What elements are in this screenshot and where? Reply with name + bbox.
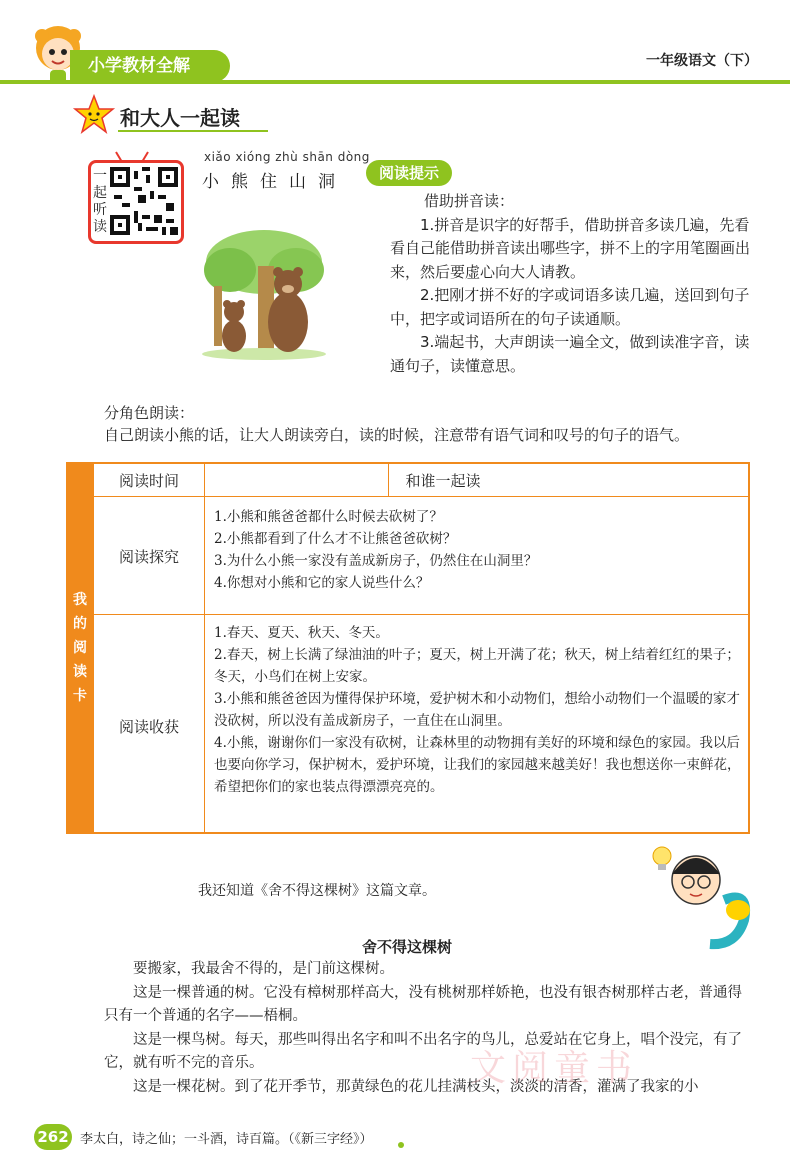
card-row-divider xyxy=(94,496,750,497)
section-title: 和大人一起读 xyxy=(120,106,240,130)
explore-item: 1.小熊和熊爸爸都什么时候去砍树了？ xyxy=(214,509,443,525)
tips-item: 3.端起书，大声朗读一遍全文，做到读准字音，读通句子，读懂意思。 xyxy=(390,333,750,375)
reading-tips xyxy=(390,190,760,378)
qr-code-icon[interactable] xyxy=(110,167,178,235)
footer-dot xyxy=(398,1142,404,1148)
star-icon xyxy=(72,94,116,134)
article-body xyxy=(104,958,756,1099)
tips-item: 1.拼音是识字的好帮手，借助拼音多读几遍，先看看自己能借助拼音读出哪些字，拼不上的字用笔圈画出来，然后要虚心向大人请教。 xyxy=(390,215,751,281)
series-title: 小学教材全解 xyxy=(70,50,230,82)
tips-item: 2.把刚才拼不好的字或词语多读几遍，送回到句子中，把字或词语所在的句子读通顺。 xyxy=(390,286,750,328)
watermark: 文阅童书 xyxy=(470,1048,639,1089)
qr-label: 一起听读 xyxy=(93,168,107,235)
footer-quote: 李太白，诗之仙；一斗酒，诗百篇。（《新三字经》） xyxy=(80,1132,373,1147)
page-number: 262 xyxy=(34,1124,72,1150)
story-pinyin: xiǎo xióng zhù shān dòng xyxy=(204,150,370,164)
harvest-label: 阅读收获 xyxy=(118,718,179,736)
section-underline xyxy=(118,130,268,132)
also-know-text: 我还知道《舍不得这棵树》这篇文章。 xyxy=(198,883,436,899)
tips-intro: 借助拼音读： xyxy=(424,192,515,210)
card-col-divider xyxy=(204,462,205,834)
harvest-list xyxy=(214,622,744,798)
harvest-item: 4.小熊，谢谢你们一家没有砍树，让森林里的动物拥有美好的环境和绿色的家园。我以后也要向你学习，保护树木，爱护环境，让我们的家园越来越美好！我也想送你一束鲜花，希望把你们的家也装点得漂漂亮亮的。 xyxy=(214,735,741,795)
explore-item: 3.为什么小熊一家没有盖成新房子，仍然住在山洞里？ xyxy=(214,553,538,569)
harvest-item: 1.春天、夏天、秋天、冬天。 xyxy=(214,625,389,641)
explore-list xyxy=(214,506,740,594)
explore-item: 2.小熊都看到了什么才不让熊爸爸砍树？ xyxy=(214,531,457,547)
tv-antenna-icon xyxy=(112,150,152,164)
reading-card-side-label: 我的阅读卡 xyxy=(73,592,87,704)
article-paragraph: 要搬家，我最舍不得的，是门前这棵树。 xyxy=(133,961,394,977)
article-title: 舍不得这棵树 xyxy=(362,938,453,956)
explore-label: 阅读探究 xyxy=(118,548,179,566)
story-title: 小熊住山洞 xyxy=(202,172,347,192)
reading-partner-label: 和谁一起读 xyxy=(405,472,481,490)
harvest-item: 2.春天，树上长满了绿油油的叶子；夏天，树上开满了花；秋天，树上结着红红的果子；冬天，小鸟们在树上安家。 xyxy=(214,647,740,685)
reading-tips-badge: 阅读提示 xyxy=(366,160,452,186)
role-reading-title: 分角色朗读： xyxy=(104,404,195,422)
grade-label: 一年级语文（下） xyxy=(646,53,758,69)
thinking-kid-illustration xyxy=(640,840,770,950)
reading-time-label: 阅读时间 xyxy=(118,472,179,490)
bears-tree-illustration xyxy=(200,226,328,360)
role-reading-text: 自己朗读小熊的话，让大人朗读旁白，读的时候，注意带有语气词和叹号的句子的语气。 xyxy=(104,426,690,444)
harvest-item: 3.小熊和熊爸爸因为懂得保护环境，爱护树木和小动物们，想给小动物们一个温暖的家才没砍树，所以没有盖成新房子，一直住在山洞里。 xyxy=(214,691,740,729)
explore-item: 4.你想对小熊和它的家人说些什么？ xyxy=(214,575,430,591)
article-paragraph: 这是一棵花树。到了花开季节，那黄绿色的花儿挂满枝头，淡淡的清香，灌满了我家的小 xyxy=(133,1078,699,1095)
card-row-divider xyxy=(94,614,750,615)
article-paragraph: 这是一棵鸟树。每天，那些叫得出名字和叫不出名字的鸟儿，总爱站在它身上，唱个没完，有了它，就有听不完的音乐。 xyxy=(104,1031,742,1071)
article-paragraph: 这是一棵普通的树。它没有樟树那样高大，没有桃树那样娇艳，也没有银杏树那样古老，普通得只有一个普通的名字——梧桐。 xyxy=(104,984,742,1024)
